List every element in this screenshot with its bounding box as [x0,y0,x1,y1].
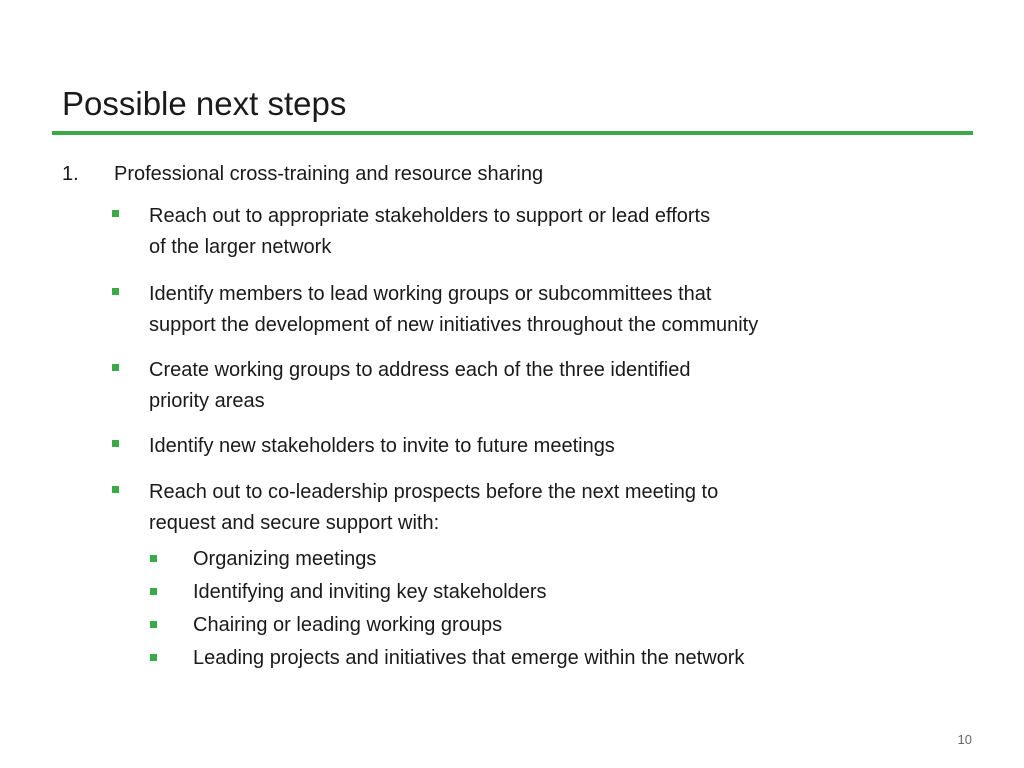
square-bullet-icon [112,440,119,447]
square-bullet-icon [112,288,119,295]
section-heading: Professional cross-training and resource sharing [114,163,544,185]
square-bullet-icon [150,555,157,562]
page-number: 10 [957,732,972,747]
square-bullet-icon [112,210,119,217]
slide-title: Possible next steps [62,85,347,122]
section-number: 1. [62,163,79,185]
bullet-text: Create working groups to address each of the three identified priority areas [149,359,691,412]
square-bullet-icon [150,621,157,628]
bullet-text: Reach out to co-leadership prospects before the next meeting to request and secure support with: [149,481,719,534]
bullet-text: Identify members to lead working groups or subcommittees that support the development of new initiatives throughout the community [149,283,759,336]
sub-bullet-text: Identifying and inviting key stakeholders [193,581,547,603]
square-bullet-icon [150,654,157,661]
square-bullet-icon [112,486,119,493]
square-bullet-icon [112,364,119,371]
square-bullet-icon [150,588,157,595]
bullet-text: Reach out to appropriate stakeholders to support or lead efforts of the larger network [149,205,711,258]
sub-bullet-text: Leading projects and initiatives that emerge within the network [193,647,745,669]
sub-bullet-text: Organizing meetings [193,548,377,570]
sub-bullet-text: Chairing or leading working groups [193,614,503,636]
bullet-text: Identify new stakeholders to invite to future meetings [149,435,615,457]
title-underline [52,131,973,135]
